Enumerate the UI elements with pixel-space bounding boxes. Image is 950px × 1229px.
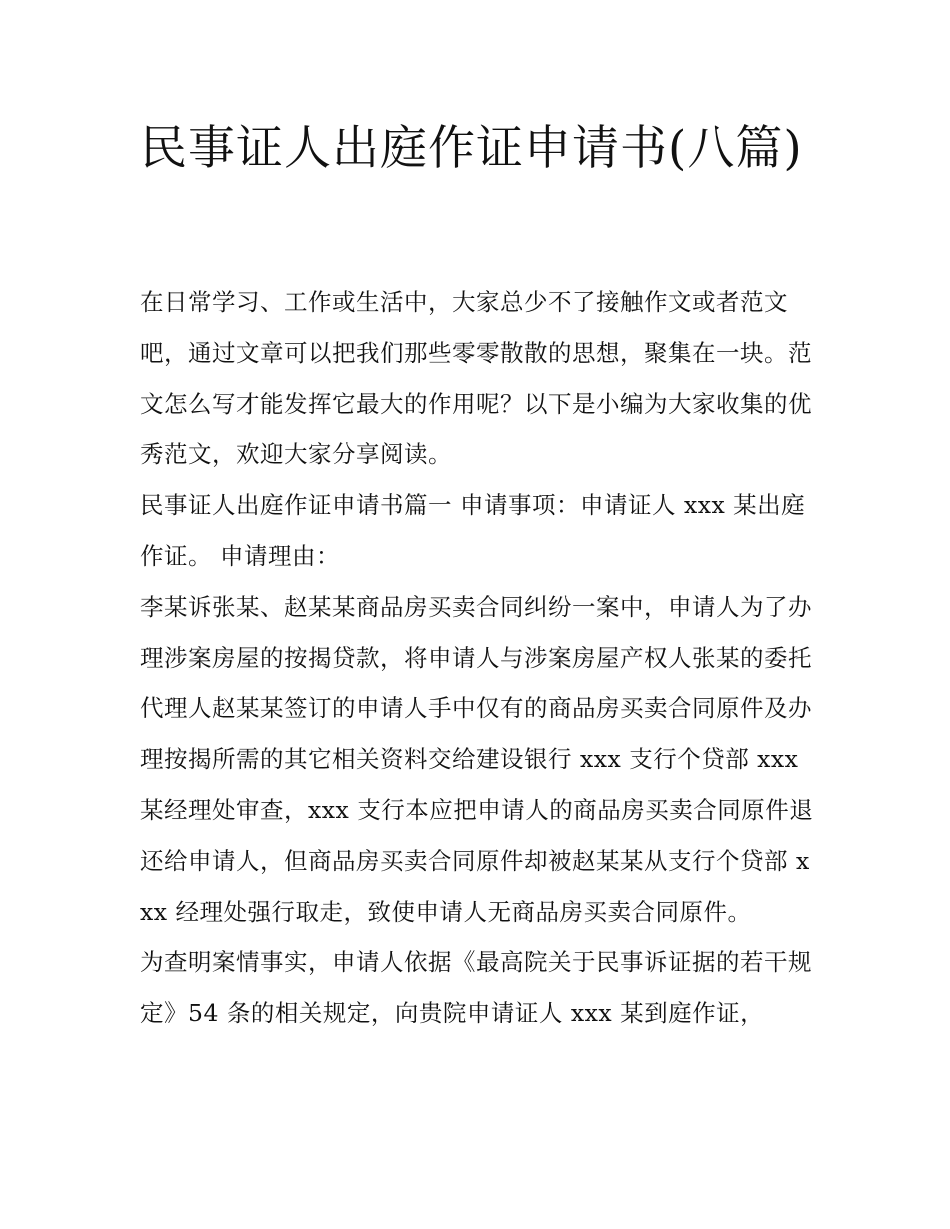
document-title: 民事证人出庭作证申请书(八篇) — [140, 121, 803, 176]
case-facts-paragraph: 李某诉张某、赵某某商品房买卖合同纠纷一案中，申请人为了办理涉案房屋的按揭贷款，将申请人与涉案房屋产权人张某的委托代理人赵某某签订的申请人手中仅有的商品房买卖合同原件及办理按揭所需的其它相关资料交给建设银行 xxx 支行个贷部 xxx 某经理处审查，xxx 支行本应把申请人的商品房买卖合同原件退还给申请人，但商品房买卖合同原件却被赵某某从支行个贷部 xxx 经理处强行取走，致使申请人无商品房买卖合同原件。 — [140, 592, 814, 926]
document-body — [140, 277, 820, 1039]
section-heading-paragraph: 民事证人出庭作证申请书篇一 申请事项：申请证人 xxx 某出庭作证。 申请理由： — [140, 491, 806, 570]
request-paragraph: 为查明案情事实，申请人依据《最高院关于民事诉证据的若干规定》54 条的相关规定，向贵院申请证人 xxx 某到庭作证， — [140, 948, 812, 1028]
intro-paragraph: 在日常学习、工作或生活中，大家总少不了接触作文或者范文吧，通过文章可以把我们那些零零散散的思想，聚集在一块。范文怎么写才能发挥它最大的作用呢？以下是小编为大家收集的优秀范文，欢迎大家分享阅读。 — [140, 288, 812, 469]
